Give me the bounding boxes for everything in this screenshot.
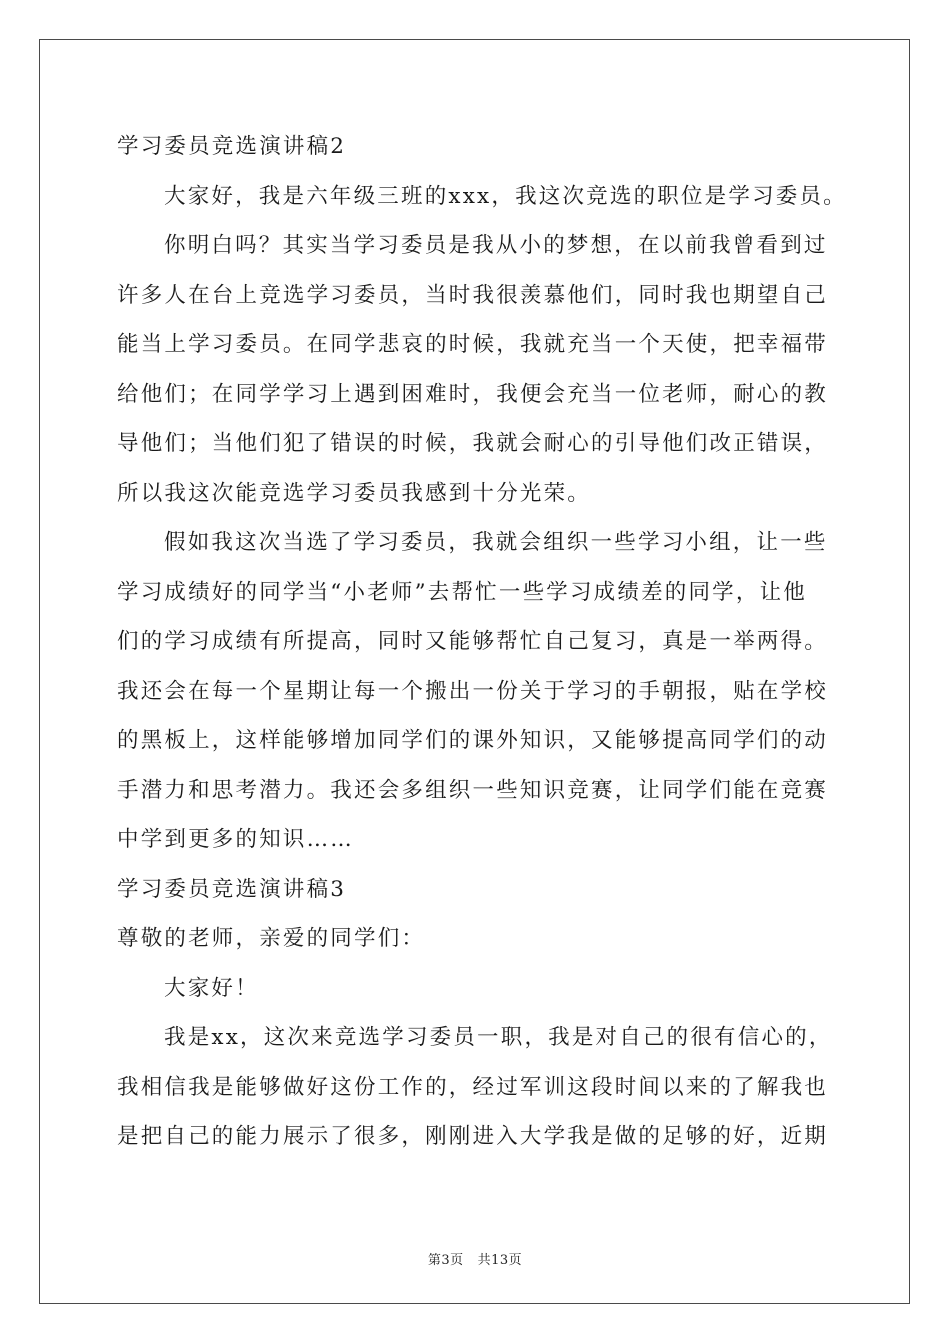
section-heading: 学习委员竞选演讲稿2	[117, 134, 347, 159]
page-number: 第3页	[427, 1253, 464, 1268]
paragraph-line: 所以我这次能竞选学习委员我感到十分光荣。	[117, 480, 592, 506]
paragraph-line: 假如我这次当选了学习委员，我就会组织一些学习小组，让一些	[164, 530, 828, 555]
greeting: 大家好！	[164, 975, 259, 1001]
paragraph-line: 手潜力和思考潜力。我还会多组织一些知识竞赛，让同学们能在竞赛	[117, 777, 829, 803]
paragraph-line: 能当上学习委员。在同学悲哀的时候，我就充当一个天使，把幸福带	[117, 332, 829, 357]
paragraph-line: 许多人在台上竞选学习委员，当时我很羡慕他们，同时我也期望自己	[117, 282, 829, 308]
paragraph-line: 我相信我是能够做好这份工作的，经过军训这段时间以来的了解我也	[117, 1074, 829, 1100]
paragraph-line: 学习成绩好的同学当“小老师”去帮忙一些学习成绩差的同学，让他	[117, 579, 807, 605]
paragraph-line: 给他们；在同学学习上遇到困难时，我便会充当一位老师，耐心的教	[117, 381, 829, 407]
paragraph-line: 们的学习成绩有所提高，同时又能够帮忙自己复习，真是一举两得。	[117, 629, 829, 654]
page-total: 共13页	[477, 1253, 523, 1268]
paragraph-line: 我还会在每一个星期让每一个搬出一份关于学习的手朝报，贴在学校	[117, 678, 829, 704]
page-footer	[0, 1249, 950, 1268]
paragraph-line: 我是xx，这次来竞选学习委员一职，我是对自己的很有信心的，	[164, 1025, 833, 1050]
paragraph-line: 是把自己的能力展示了很多，刚刚进入大学我是做的足够的好，近期	[117, 1124, 829, 1149]
salutation: 尊敬的老师，亲爱的同学们：	[117, 926, 426, 951]
paragraph-line: 导他们；当他们犯了错误的时候，我就会耐心的引导他们改正错误，	[117, 431, 829, 456]
paragraph-line: 中学到更多的知识……	[117, 827, 355, 852]
paragraph-line: 大家好，我是六年级三班的xxx，我这次竞选的职位是学习委员。	[164, 183, 847, 209]
document-body	[117, 122, 847, 1162]
paragraph-line: 你明白吗？其实当学习委员是我从小的梦想，在以前我曾看到过	[164, 233, 828, 258]
section-heading: 学习委员竞选演讲稿3	[117, 876, 347, 902]
paragraph-line: 的黑板上，这样能够增加同学们的课外知识，又能够提高同学们的动	[117, 728, 829, 753]
